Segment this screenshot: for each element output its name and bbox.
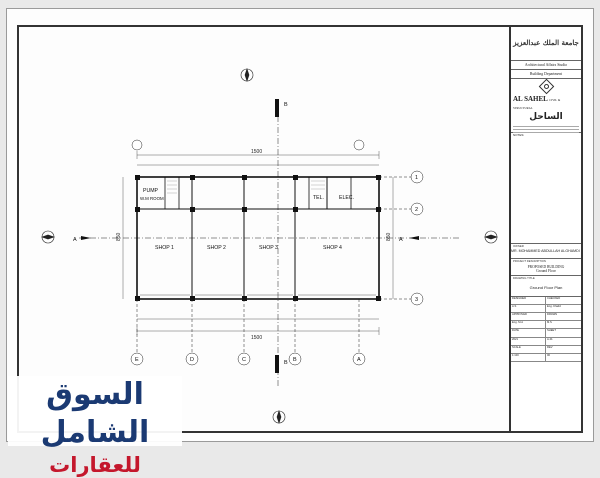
- info-cell: A-01: [546, 338, 581, 346]
- drawing-title-label: DRAWING TITLE: [513, 276, 535, 281]
- info-cell: 1:100: [511, 354, 546, 362]
- grid-bubble-b: B: [293, 357, 297, 363]
- room-label-wm-room: W.M ROOM: [140, 196, 164, 201]
- owner-label: OWNER: [513, 244, 524, 248]
- company-subtitle: CIVIL & STRUCTURAL: [513, 98, 561, 111]
- section-label-a-right: A: [399, 237, 403, 243]
- title-block: [509, 27, 581, 431]
- section-label-a-left: A: [73, 237, 77, 243]
- info-cell: 00: [546, 354, 581, 362]
- dimension-top-label: 1500: [251, 149, 263, 155]
- client-logo-text: جامعة الملك عبدالعزيز: [513, 38, 579, 48]
- title-line-1: Architectural Affairs Studio: [511, 61, 581, 70]
- dimension-bottom: [137, 319, 379, 335]
- sheet-border: [17, 25, 583, 433]
- dimension-bottom-label: 1500: [251, 335, 263, 341]
- room-label-shop-4: SHOP 4: [323, 245, 342, 251]
- owner-value: MR. MOHAMMED ABDULLAH ALGHAMDI: [511, 249, 580, 254]
- drawing-title-value: Ground Floor Plan: [529, 285, 563, 291]
- info-cell: APPROVED: [511, 313, 546, 321]
- project-value: PROPOSED BUILDING: [527, 264, 565, 269]
- project-value-2: Ground Floor: [536, 269, 556, 273]
- company-logo-icon: [538, 79, 554, 95]
- floor-plan-svg: [19, 27, 507, 431]
- info-cell: DESIGNED: [511, 297, 546, 305]
- title-line-2: Building Department: [511, 70, 581, 79]
- info-cell: SHEET: [546, 329, 581, 337]
- info-cell: A.S: [511, 305, 546, 313]
- section-label-b-top: B: [284, 102, 288, 108]
- grid-bubble-a: A: [357, 357, 361, 363]
- grid-bubble-1: 1: [415, 175, 419, 181]
- grid-bubbles-alpha: [131, 299, 365, 365]
- watermark-line-2: للعقارات: [49, 453, 141, 477]
- company-block: [511, 79, 581, 133]
- room-label-shop-1: SHOP 1: [155, 245, 174, 251]
- room-label-tel: TEL.: [313, 195, 324, 201]
- dimension-right-label: 850: [386, 232, 392, 241]
- company-name: AL SAHEL CIVIL & STRUCTURAL: [513, 95, 561, 111]
- info-cell: REV: [546, 346, 581, 354]
- project-label: PROJECT DESCRIPTION: [513, 259, 546, 264]
- info-cell: Eng. M.A: [511, 321, 546, 329]
- room-label-shop-2: SHOP 2: [207, 245, 226, 251]
- grid-bubble-3: 3: [415, 297, 419, 303]
- room-label-elec: ELEC.: [339, 195, 354, 201]
- watermark-line-1: السوق الشامل: [40, 377, 150, 450]
- watermark: [8, 376, 182, 477]
- client-logo: [511, 27, 581, 61]
- notes-label: NOTES:: [513, 133, 525, 137]
- notes-area: [511, 133, 581, 244]
- info-cell: DATE: [511, 329, 546, 337]
- title-block-info-grid: [511, 297, 581, 363]
- company-contact-lines: [513, 125, 579, 133]
- info-cell: DRAWN: [546, 313, 581, 321]
- grid-bubble-e: E: [135, 357, 139, 363]
- floor-plan-drawing: [19, 27, 507, 431]
- owner-block: [511, 244, 581, 259]
- info-cell: SCALE: [511, 346, 546, 354]
- room-label-shop-3: SHOP 3: [259, 245, 278, 251]
- info-cell: CHECKED: [546, 297, 581, 305]
- info-cell: 2021: [511, 338, 546, 346]
- drawing-title-block: [511, 276, 581, 296]
- dimension-left-label: 850: [116, 232, 122, 241]
- room-label-pump: PUMP: [143, 188, 158, 194]
- info-cell: M.S: [546, 321, 581, 329]
- project-block: [511, 259, 581, 276]
- grid-bubble-d: D: [190, 357, 194, 363]
- grid-bubble-c: C: [242, 357, 246, 363]
- info-cell: Eng. Khalid: [546, 305, 581, 313]
- section-label-b-bottom: B: [284, 360, 288, 366]
- company-arabic-name: الساحل: [529, 111, 563, 122]
- grid-bubble-2: 2: [415, 207, 419, 213]
